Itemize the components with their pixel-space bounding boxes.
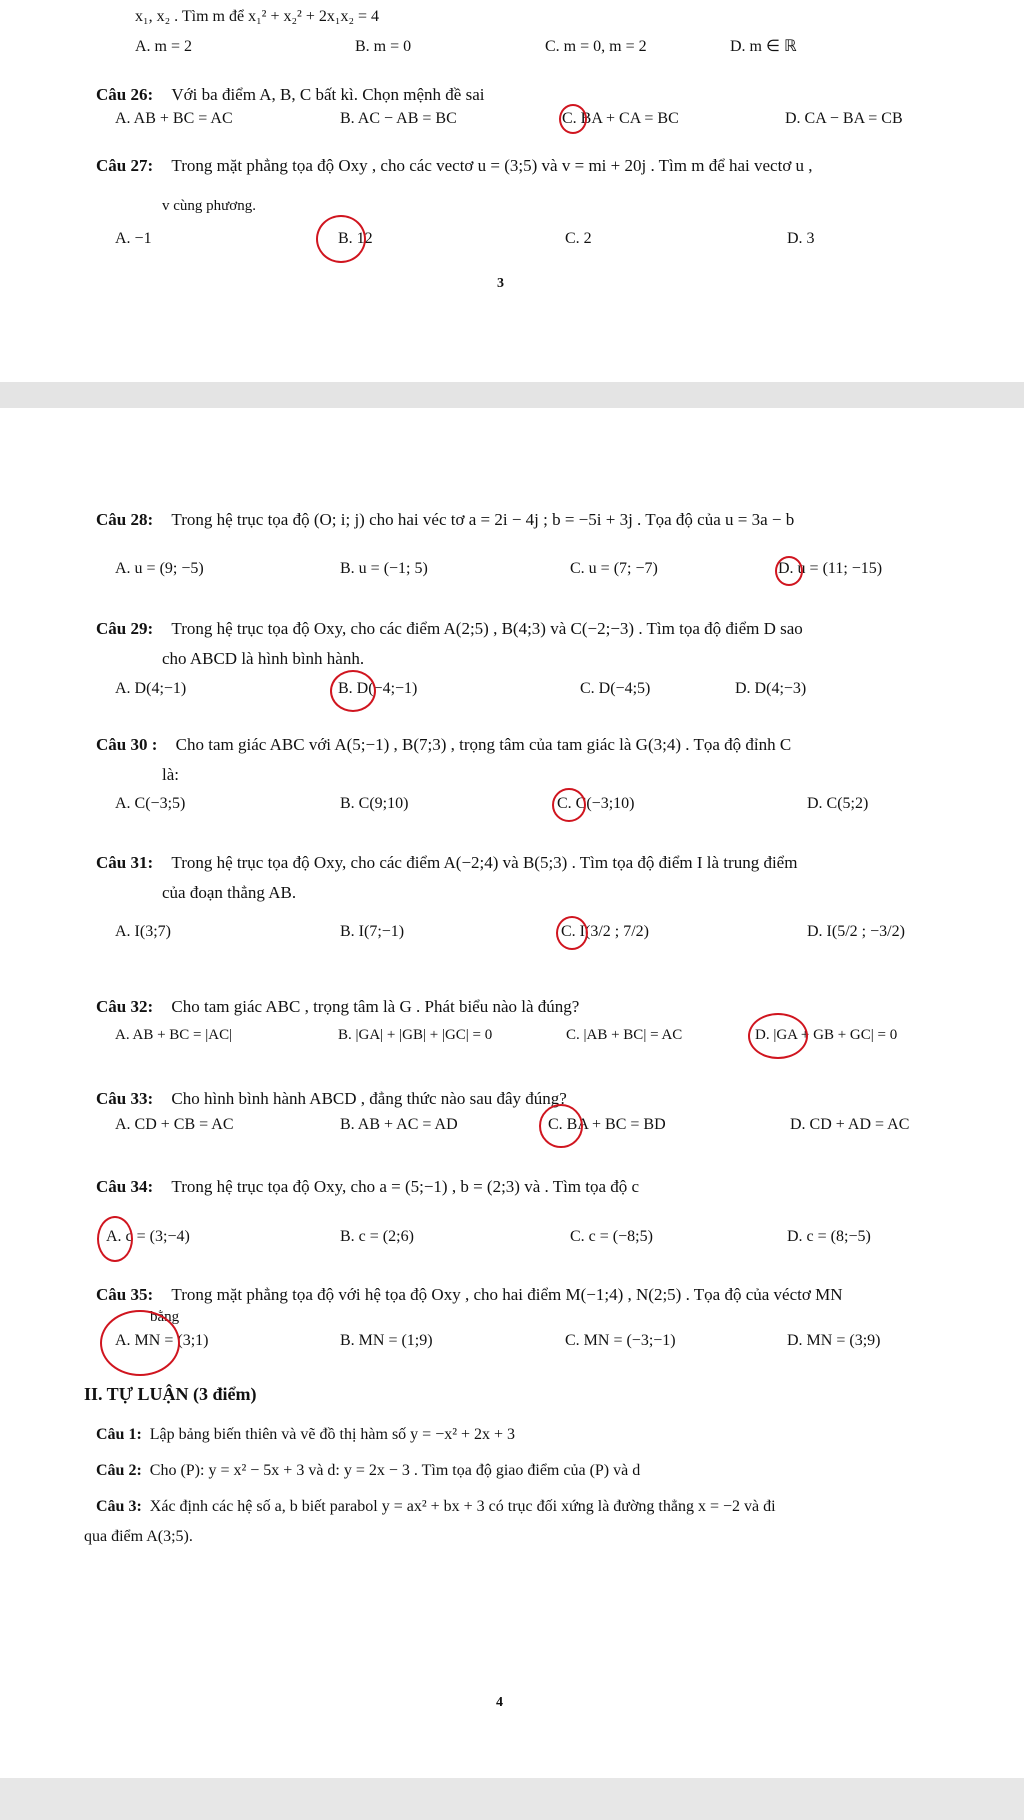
option-b: B. 12 [338, 230, 373, 247]
answer-circle-mark [748, 1013, 808, 1059]
question-text: Trong mặt phẳng tọa độ với hệ tọa độ Oxy , cho hai điểm M(−1;4) , N(2;5) . Tọa độ của véctơ MN [171, 1285, 843, 1304]
option-c: C. MN = (−3;−1) [565, 1332, 676, 1349]
exam-page-3 [0, 0, 1024, 382]
section-heading: II. TỰ LUẬN (3 điểm) [84, 1384, 257, 1404]
option-d: D. u = (11; −15) [778, 560, 883, 577]
option-b: B. MN = (1;9) [340, 1332, 433, 1349]
answer-circle-mark [556, 916, 588, 950]
option-a: A. C(−3;5) [115, 795, 186, 812]
option-d: D. I(5/2 ; −3/2) [807, 923, 905, 940]
option-c: C. BA + CA = BC [562, 110, 679, 127]
question-text: Trong hệ trục tọa độ (O; i; j) cho hai véc tơ a = 2i − 4j ; b = −5i + 3j . Tọa độ của u = 3a − b [171, 510, 795, 529]
answer-circle-mark [316, 215, 366, 263]
option-c: C. BA + BC = BD [548, 1116, 666, 1133]
answer-circle-mark [330, 670, 376, 712]
option-d: D. m ∈ ℝ [730, 38, 797, 55]
question-text: Trong hệ trục tọa độ Oxy, cho a = (5;−1) , b = (2;3) và . Tìm tọa độ c [171, 1177, 640, 1196]
option-a: A. c = (3;−4) [106, 1228, 190, 1245]
option-b: B. u = (−1; 5) [340, 560, 428, 577]
answer-circle-mark [539, 1104, 583, 1148]
option-d: D. MN = (3;9) [787, 1332, 881, 1349]
question-label: Câu 35: [96, 1285, 154, 1304]
option-c: C. c = (−8;5) [570, 1228, 653, 1245]
option-c: C. 2 [565, 230, 592, 247]
question-label: Câu 34: [96, 1177, 154, 1196]
option-d: D. c = (8;−5) [787, 1228, 871, 1245]
question-label: Câu 28: [96, 510, 154, 529]
option-d: D. C(5;2) [807, 795, 869, 812]
option-c: C. D(−4;5) [580, 680, 651, 697]
option-a: A. AB + BC = |AC| [115, 1027, 233, 1043]
option-a: A. CD + CB = AC [115, 1116, 234, 1133]
answer-circle-mark [100, 1310, 180, 1376]
option-c: C. |AB + BC| = AC [566, 1027, 683, 1043]
option-d: D. D(4;−3) [735, 680, 807, 697]
option-a: A. I(3;7) [115, 923, 171, 940]
option-c: C. m = 0, m = 2 [545, 38, 647, 55]
option-b: B. m = 0 [355, 38, 412, 55]
essay-text: Lập bảng biến thiên và vẽ đồ thị hàm số y = −x² + 2x + 3 [149, 1426, 516, 1443]
question-text-continued: là: [162, 765, 179, 784]
question-label: Câu 29: [96, 619, 154, 638]
option-a: A. u = (9; −5) [115, 560, 204, 577]
essay-label: Câu 1: [96, 1426, 142, 1443]
question-text: Với ba điểm A, B, C bất kì. Chọn mệnh đề sai [171, 85, 485, 104]
option-c: C. I(3/2 ; 7/2) [561, 923, 649, 940]
essay-text: Cho (P): y = x² − 5x + 3 và d: y = 2x − 3 . Tìm tọa độ giao điểm của (P) và d [149, 1462, 641, 1479]
answer-circle-mark [559, 104, 587, 134]
question-text: Trong hệ trục tọa độ Oxy, cho các điểm A(2;5) , B(4;3) và C(−2;−3) . Tìm tọa độ điểm D sao [171, 619, 803, 638]
question-text-continued: v cùng phương. [162, 198, 256, 214]
question-fragment: x₁, x₂ . Tìm m để x₁² + x₂² + 2x₁x₂ = 4 [135, 8, 380, 25]
question-text-continued: bằng [150, 1309, 180, 1325]
page-gap [0, 1778, 1024, 1820]
question-label: Câu 32: [96, 997, 154, 1016]
question-label: Câu 27: [96, 156, 154, 175]
page-number: 4 [496, 1695, 503, 1710]
option-d: D. 3 [787, 230, 815, 247]
option-d: D. CD + AD = AC [790, 1116, 910, 1133]
essay-label: Câu 3: [96, 1498, 142, 1515]
answer-circle-mark [775, 556, 803, 586]
option-a: A. MN = (3;1) [115, 1332, 209, 1349]
page-gap [0, 382, 1024, 408]
question-label: Câu 33: [96, 1089, 154, 1108]
question-text: Cho tam giác ABC , trọng tâm là G . Phát biểu nào là đúng? [171, 997, 580, 1016]
option-b: B. I(7;−1) [340, 923, 405, 940]
question-label: Câu 31: [96, 853, 154, 872]
option-b: B. c = (2;6) [340, 1228, 414, 1245]
option-d: D. |GA + GB + GC| = 0 [755, 1027, 898, 1043]
option-c: C. u = (7; −7) [570, 560, 658, 577]
option-d: D. CA − BA = CB [785, 110, 903, 127]
option-c: C. C(−3;10) [557, 795, 635, 812]
question-text-continued: của đoạn thẳng AB. [162, 883, 297, 902]
answer-circle-mark [97, 1216, 133, 1262]
question-label: Câu 26: [96, 85, 154, 104]
answer-circle-mark [552, 788, 586, 822]
exam-page-4 [0, 408, 1024, 1778]
option-a: A. AB + BC = AC [115, 110, 233, 127]
essay-text-continued: qua điểm A(3;5). [84, 1528, 193, 1545]
question-text: Cho hình bình hành ABCD , đẳng thức nào sau đây đúng? [171, 1089, 567, 1108]
option-b: B. AB + AC = AD [340, 1116, 458, 1133]
question-text: Trong mặt phẳng tọa độ Oxy , cho các vectơ u = (3;5) và v = mi + 20j . Tìm m để hai vectơ u , [171, 156, 813, 175]
option-b: B. AC − AB = BC [340, 110, 457, 127]
question-label: Câu 30 : [96, 735, 158, 754]
option-a: A. D(4;−1) [115, 680, 187, 697]
essay-label: Câu 2: [96, 1462, 142, 1479]
option-a: A. −1 [115, 230, 152, 247]
option-b: B. |GA| + |GB| + |GC| = 0 [338, 1027, 493, 1043]
option-b: B. D(−4;−1) [338, 680, 418, 697]
essay-text: Xác định các hệ số a, b biết parabol y = ax² + bx + 3 có trục đối xứng là đường thẳng x = −2 và đi [149, 1498, 776, 1515]
option-b: B. C(9;10) [340, 795, 409, 812]
question-text: Trong hệ trục tọa độ Oxy, cho các điểm A(−2;4) và B(5;3) . Tìm tọa độ điểm I là trung điểm [171, 853, 798, 872]
question-text-continued: cho ABCD là hình bình hành. [162, 649, 365, 668]
page-number: 3 [497, 276, 504, 291]
option-a: A. m = 2 [135, 38, 193, 55]
question-text: Cho tam giác ABC với A(5;−1) , B(7;3) , trọng tâm của tam giác là G(3;4) . Tọa độ đỉnh C [175, 735, 792, 754]
